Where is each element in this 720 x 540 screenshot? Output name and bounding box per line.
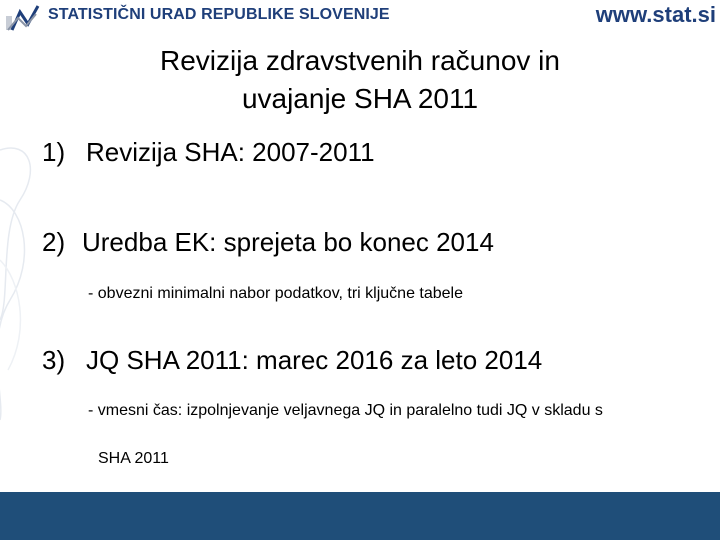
slide-title <box>60 42 660 118</box>
list-item-3 <box>42 345 542 376</box>
list-item-text: Revizija SHA: 2007-2011 <box>86 137 375 167</box>
sub-note-item-2: - obvezni minimalni nabor podatkov, tri ključne tabele <box>88 285 464 302</box>
surs-logo-icon <box>4 2 40 32</box>
website-url[interactable]: www.stat.si <box>595 2 716 27</box>
list-item-number: 3) <box>42 345 66 375</box>
sub-note-item-3-line-1: - vmesni čas: izpolnjevanje veljavnega JQ in paralelno tudi JQ v skladu s <box>88 402 603 419</box>
list-item-text: Uredba EK: sprejeta bo konec 2014 <box>82 227 494 257</box>
slide-title-line-2: uvajanje SHA 2011 <box>241 83 479 114</box>
list-item-2 <box>42 227 494 258</box>
organization-name: STATISTIČNI URAD REPUBLIKE SLOVENIJE <box>48 6 390 23</box>
list-item-number: 1) <box>42 137 66 167</box>
slide-title-line-1: Revizija zdravstvenih računov in <box>160 45 560 76</box>
list-item-text: JQ SHA 2011: marec 2016 za leto 2014 <box>86 345 543 375</box>
list-item-number: 2) <box>42 227 66 257</box>
sub-note-item-3-line-2: SHA 2011 <box>98 450 169 467</box>
list-item-1 <box>42 137 375 168</box>
footer-band <box>0 492 720 540</box>
header-bar <box>0 0 720 34</box>
